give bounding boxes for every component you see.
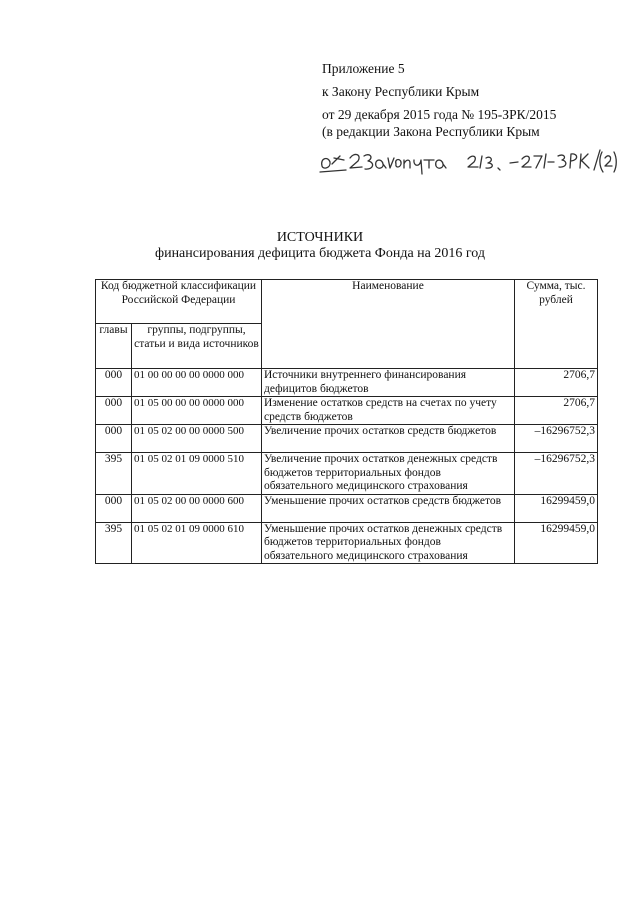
cell-amount: –16296752,3 — [515, 453, 598, 495]
cell-glavy: 000 — [96, 425, 132, 453]
table-row — [96, 397, 598, 425]
cell-code: 01 05 02 00 00 0000 600 — [132, 494, 262, 522]
cell-code: 01 05 00 00 00 0000 000 — [132, 397, 262, 425]
document-title: ИСТОЧНИКИ — [276, 230, 364, 245]
cell-name: Увеличение прочих остатков денежных средств бюджетов территориальных фондов обязательного медицинского страхования — [262, 453, 515, 495]
appendix-law-date: от 29 декабря 2015 года № 195-ЗРК/2015 — [322, 107, 557, 122]
cell-amount: 2706,7 — [515, 397, 598, 425]
cell-code: 01 05 02 00 00 0000 500 — [132, 425, 262, 453]
cell-code: 01 00 00 00 00 0000 000 — [132, 369, 262, 397]
appendix-edition-note: (в редакции Закона Республики Крым — [322, 124, 540, 139]
appendix-number: Приложение 5 — [322, 61, 405, 76]
cell-name: Изменение остатков средств на счетах по учету средств бюджетов — [262, 397, 515, 425]
header-groups: группы, подгруппы, статьи и вида источников — [132, 324, 262, 369]
handwritten-amendment — [318, 144, 618, 178]
appendix-header — [322, 60, 622, 140]
financing-sources-table — [95, 279, 598, 564]
table-row — [96, 369, 598, 397]
cell-glavy: 000 — [96, 369, 132, 397]
cell-glavy: 395 — [96, 453, 132, 495]
appendix-law-ref: к Закону Республики Крым — [322, 84, 480, 99]
cell-name: Источники внутреннего финансирования дефицитов бюджетов — [262, 369, 515, 397]
cell-glavy: 395 — [96, 522, 132, 564]
header-code-classification: Код бюджетной классификации Российской Федерации — [96, 280, 262, 324]
table-row — [96, 453, 598, 495]
cell-name: Увеличение прочих остатков средств бюджетов — [262, 425, 515, 453]
table-row — [96, 425, 598, 453]
table-row — [96, 522, 598, 564]
header-name: Наименование — [262, 280, 515, 369]
cell-amount: –16296752,3 — [515, 425, 598, 453]
header-glavy: главы — [96, 324, 132, 369]
cell-amount: 16299459,0 — [515, 522, 598, 564]
cell-code: 01 05 02 01 09 0000 510 — [132, 453, 262, 495]
cell-name: Уменьшение прочих остатков средств бюджетов — [262, 494, 515, 522]
document-subtitle: финансирования дефицита бюджета Фонда на 2016 год — [155, 246, 485, 261]
cell-code: 01 05 02 01 09 0000 610 — [132, 522, 262, 564]
header-amount: Сумма, тыс. рублей — [515, 280, 598, 369]
cell-glavy: 000 — [96, 397, 132, 425]
table-row — [96, 494, 598, 522]
cell-glavy: 000 — [96, 494, 132, 522]
cell-amount: 16299459,0 — [515, 494, 598, 522]
cell-name: Уменьшение прочих остатков денежных средств бюджетов территориальных фондов обязательного медицинского страхования — [262, 522, 515, 564]
cell-amount: 2706,7 — [515, 369, 598, 397]
